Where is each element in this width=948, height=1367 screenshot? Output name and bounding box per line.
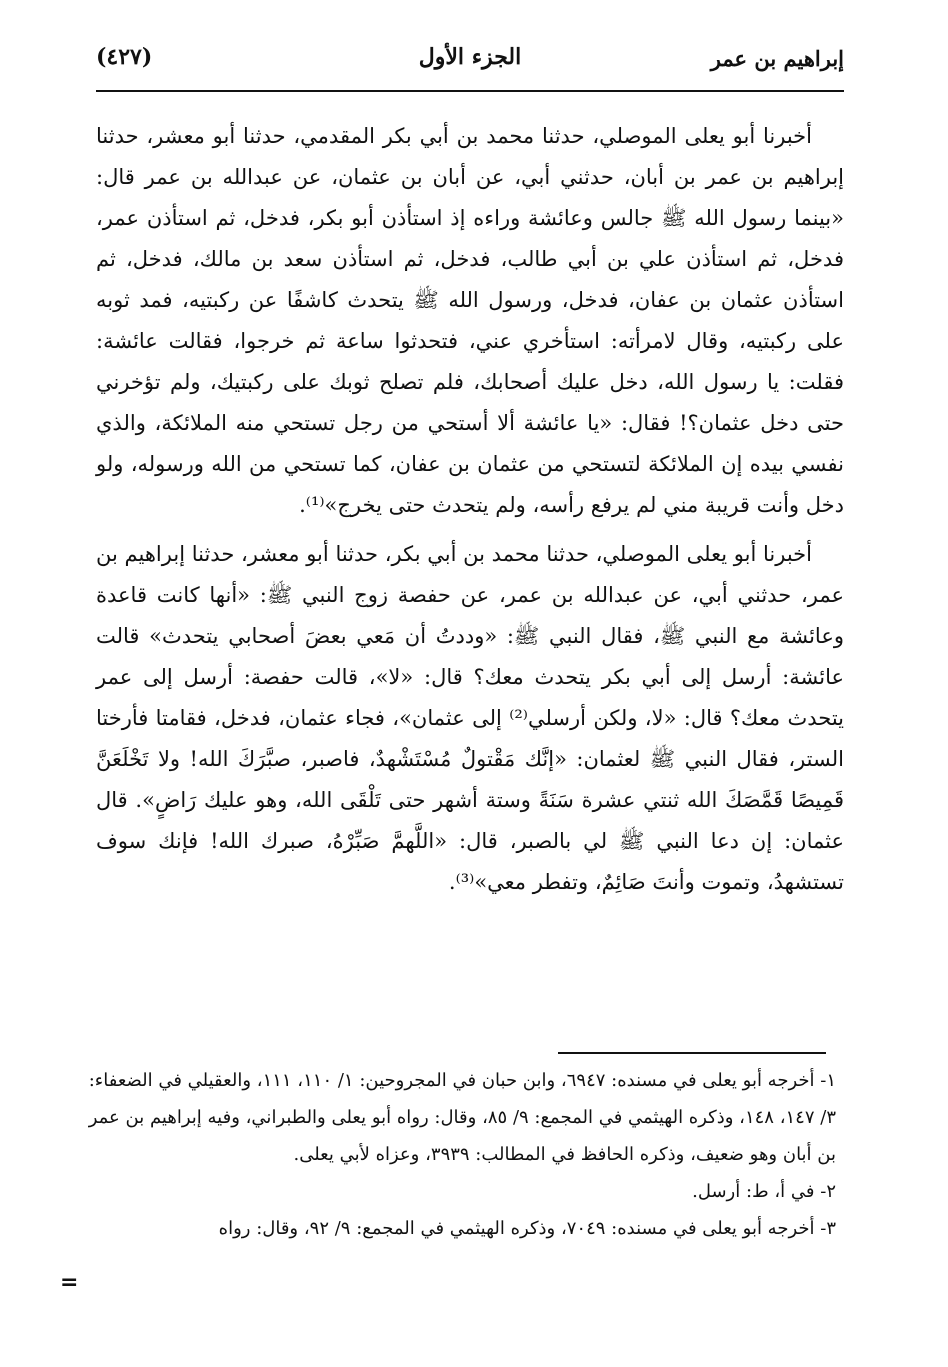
main-text xyxy=(96,116,844,911)
continuation-mark: = xyxy=(60,1270,79,1295)
footnote-1: ١- أخرجه أبو يعلى في مسنده: ٦٩٤٧، وابن حبان في المجروحين: ١/ ١١٠، ١١١، والعقيلي في الضعفاء: ٣/ ١٤٧، ١٤٨، وذكره الهيثمي في المجمع: ٩/ ٨٥، وقال: رواه أبو يعلى والطبراني، وفيه إبراهيم بن عمر بن أبان وهو ضعيف، وذكره الحافظ في المطالب: ٣٩٣٩، وعزاه لأبي يعلى. xyxy=(88,1070,836,1165)
footnote-2: ٢- في أ، ط: أرسل. xyxy=(692,1181,836,1202)
footnotes xyxy=(86,1062,836,1247)
paragraph-2: أخبرنا أبو يعلى الموصلي، حدثنا محمد بن أبي بكر، حدثنا أبو معشر، حدثنا إبراهيم بن عمر، حدثني أبي، عن عبدالله بن عمر، عن حفصة زوج النبي ﷺ: «أنها كانت قاعدة وعائشة مع النبي ﷺ، فقال النبي ﷺ: «وددتُ أن مَعي بعضَ أصحابي يتحدث» قالت عائشة: أرسل إلى أبي بكر يتحدث معك؟ قال: «لا»، قالت حفصة: أرسل إلى عمر يتحدث معك؟ قال: «لا، ولكن أرسلي⁽²⁾ إلى عثمان»، فجاء عثمان، فدخل، فقامتا فأرختا الستر، فقال النبي ﷺ لعثمان: «إنَّك مَقْتولٌ مُسْتَشْهدٌ، فاصبر، صبَّرَكَ الله! ولا تَخْلَعَنَّ قَمِيصًا قَمَّصَكَ الله ثنتي عشرة سَنَةً وستة أشهر حتى تَلْقَى الله، وهو عليك رَاضٍ». قال عثمان: إن دعا النبي ﷺ لي بالصبر، قال: «اللَّهمَّ صَبِّرْهُ، صبرك الله! فإنك سوف تستشهدُ، وتموت وأنتَ صَائِمٌ، وتفطر معي»⁽³⁾. xyxy=(96,542,844,894)
footnote-divider xyxy=(558,1052,826,1054)
page-header xyxy=(96,40,844,80)
running-head: إبراهيم بن عمر xyxy=(710,46,844,71)
volume-title: الجزء الأول xyxy=(418,44,522,70)
page-number: (٤٢٧) xyxy=(96,44,153,70)
header-divider xyxy=(96,90,844,92)
paragraph-1: أخبرنا أبو يعلى الموصلي، حدثنا محمد بن أبي بكر المقدمي، حدثنا أبو معشر، حدثنا إبراهيم بن عمر بن أبان، حدثني أبي، عن أبان بن عثمان، عن عبدالله بن عمر قال: «بينما رسول الله ﷺ جالس وعائشة وراءه إذ استأذن أبو بكر، فدخل، ثم استأذن عمر، فدخل، ثم استأذن علي بن أبي طالب، فدخل، ثم استأذن سعد بن مالك، فدخل، ثم استأذن عثمان بن عفان، فدخل، ورسول الله ﷺ يتحدث كاشفًا عن ركبتيه، فمد ثوبه على ركبتيه، وقال لامرأته: استأخري عني، فتحدثوا ساعة ثم خرجوا، فقالت عائشة: فقلت: يا رسول الله، دخل عليك أصحابك، فلم تصلح ثوبك على ركبتيك، ولم تؤخرني حتى دخل عثمان؟! فقال: «يا عائشة ألا أستحي من رجل تستحي منه الملائكة، والذي نفسي بيده إن الملائكة لتستحي من عثمان بن عفان، كما تستحي من الله ورسوله، ولو دخل وأنت قريبة مني لم يرفع رأسه، ولم يتحدث حتى يخرج»⁽¹⁾. xyxy=(96,124,844,517)
footnote-3: ٣- أخرجه أبو يعلى في مسنده: ٧٠٤٩، وذكره الهيثمي في المجمع: ٩/ ٩٢، وقال: رواه xyxy=(218,1218,836,1239)
